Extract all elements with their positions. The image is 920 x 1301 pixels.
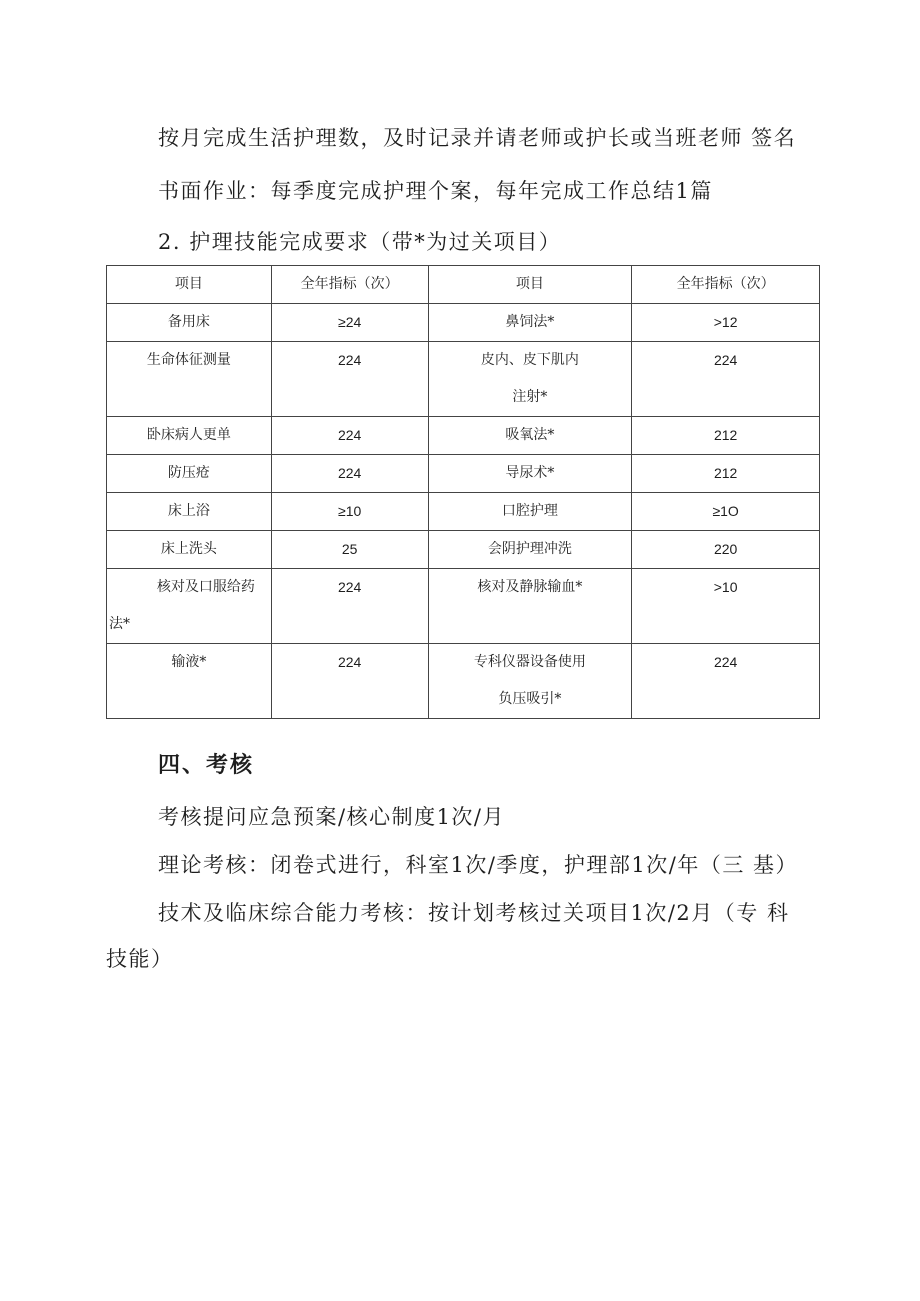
item-cell: 备用床 (107, 304, 272, 342)
header-item-1: 项目 (107, 266, 272, 304)
item-cell: 防压疮 (107, 455, 272, 493)
intro-line-1: 按月完成生活护理数，及时记录并请老师或护长或当班老师 签名 (158, 126, 797, 150)
header-item-2: 项目 (428, 266, 632, 304)
table-row (107, 455, 820, 493)
intro-line-3: 2. 护理技能完成要求（带*为过关项目） (158, 230, 562, 254)
item-cell (428, 644, 632, 719)
section-heading: 四、考核 (158, 753, 255, 778)
item-line: 核对及口服给药 (156, 579, 255, 595)
table-header-row (107, 266, 820, 304)
item-cell: 生命体征测量 (107, 342, 272, 417)
table-row (107, 304, 820, 342)
target-cell: ≥1O (632, 493, 820, 531)
item-cell: 输液* (107, 644, 272, 719)
table-row (107, 644, 820, 719)
table-row (107, 569, 820, 644)
item-line: 负压吸引* (498, 691, 562, 707)
target-cell: ≥24 (271, 304, 428, 342)
target-cell: 224 (271, 342, 428, 417)
target-cell: 224 (632, 644, 820, 719)
item-cell: 导尿术* (428, 455, 632, 493)
item-line: 法* (109, 616, 130, 632)
item-cell: 卧床病人更单 (107, 417, 272, 455)
item-cell: 鼻饲法* (428, 304, 632, 342)
assessment-line-4: 技能） (106, 947, 174, 971)
assessment-line-3: 技术及临床综合能力考核：按计划考核过关项目1次/2月（专 科 (158, 901, 790, 925)
table-row (107, 531, 820, 569)
target-cell: 224 (632, 342, 820, 417)
target-cell: 224 (271, 417, 428, 455)
item-cell: 床上浴 (107, 493, 272, 531)
table-row (107, 417, 820, 455)
target-cell: 212 (632, 455, 820, 493)
header-target-1: 全年指标（次） (271, 266, 428, 304)
assessment-line-2: 理论考核：闭卷式进行，科室1次/季度，护理部1次/年（三 基） (158, 853, 799, 877)
target-cell: 212 (632, 417, 820, 455)
table-row (107, 493, 820, 531)
target-cell: ≥10 (271, 493, 428, 531)
target-cell: >10 (632, 569, 820, 644)
item-line: 注射* (512, 389, 548, 405)
table-row (107, 342, 820, 417)
item-cell: 床上洗头 (107, 531, 272, 569)
intro-line-2: 书面作业：每季度完成护理个案，每年完成工作总结1篇 (158, 179, 713, 203)
item-line: 皮内、皮下肌内 (480, 352, 579, 368)
item-cell: 核对及静脉输血* (428, 569, 632, 644)
target-cell: 224 (271, 644, 428, 719)
target-cell: 220 (632, 531, 820, 569)
item-line: 专科仪器设备使用 (473, 654, 586, 670)
item-cell (428, 342, 632, 417)
target-cell: 25 (271, 531, 428, 569)
target-cell: 224 (271, 455, 428, 493)
item-cell: 口腔护理 (428, 493, 632, 531)
target-cell: >12 (632, 304, 820, 342)
item-cell: 会阴护理冲洗 (428, 531, 632, 569)
skills-table (106, 265, 820, 719)
item-cell: 吸氧法* (428, 417, 632, 455)
target-cell: 224 (271, 569, 428, 644)
assessment-line-1: 考核提问应急预案/核心制度1次/月 (158, 805, 506, 829)
item-cell (107, 569, 272, 644)
header-target-2: 全年指标（次） (632, 266, 820, 304)
